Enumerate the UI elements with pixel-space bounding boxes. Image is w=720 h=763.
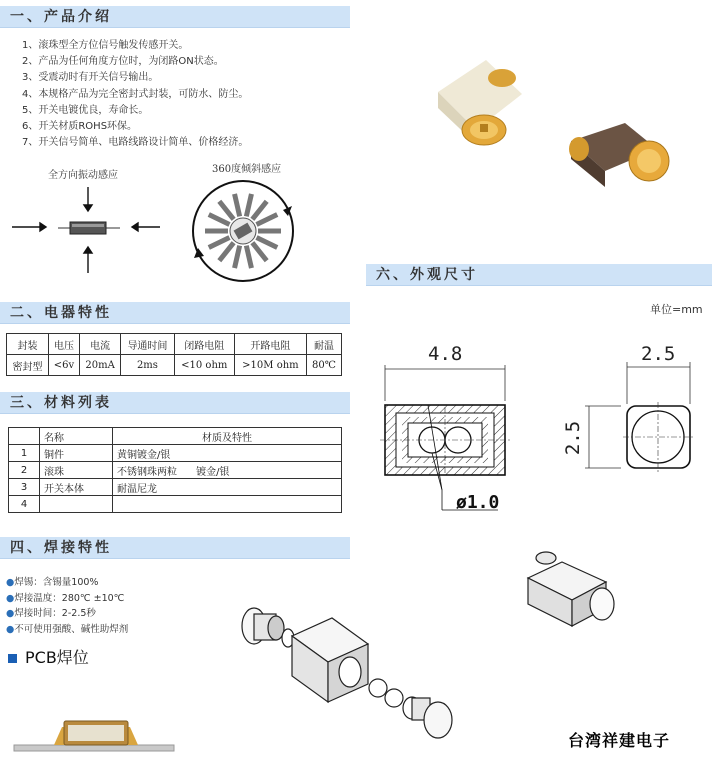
length-dimension-label: 4.8 (428, 343, 463, 365)
section-material-title: 三、材料列表 (0, 392, 350, 414)
tilt-spoke (246, 194, 251, 216)
intro-list (22, 38, 248, 151)
width-dimension-label: 2.5 (641, 343, 676, 365)
electrical-table (6, 333, 342, 376)
tilt-360-diagram (188, 176, 298, 286)
table-row (9, 445, 342, 462)
table-cell: 3 (9, 479, 40, 496)
table-cell: <6v (48, 355, 79, 376)
tilt-spoke (257, 215, 278, 225)
table-cell (40, 496, 113, 513)
table-header-cell: 导通时间 (121, 334, 174, 355)
table-cell: 开关本体 (40, 479, 113, 496)
section-electrical-title: 二、电器特性 (0, 302, 350, 324)
table-cell: 不锈钢珠两粒 镀金/银 (113, 462, 342, 479)
intro-item: 1、滚珠型全方位信号触发传感开关。 (22, 40, 189, 51)
soldering-item: ●焊接时间：2-2.5秒 (6, 608, 96, 620)
table-header-cell: 闭路电阻 (174, 334, 234, 355)
exploded-assembly-drawing (236, 548, 626, 743)
material-table (8, 427, 342, 513)
table-cell: 2ms (121, 355, 174, 376)
tilt-spoke (252, 201, 266, 219)
tilt-spoke (252, 243, 266, 261)
table-row (9, 462, 342, 479)
table-header-cell: 材质及特性 (113, 428, 342, 445)
table-cell: 4 (9, 496, 40, 513)
table-cell (113, 496, 342, 513)
table-cell: 80℃ (306, 355, 341, 376)
dimension-unit: 单位=mm (650, 303, 703, 316)
table-row (9, 479, 342, 496)
soldering-list (6, 575, 128, 637)
soldering-item: ●焊接温度：280℃ ±10℃ (6, 592, 125, 604)
omni-vibration-diagram (10, 185, 170, 280)
table-header-cell: 名称 (40, 428, 113, 445)
table-cell: 耐温尼龙 (113, 479, 342, 496)
table-cell: 铜件 (40, 445, 113, 462)
brown-switch-photo (565, 115, 680, 195)
table-cell: 1 (9, 445, 40, 462)
section-soldering-title: 四、焊接特性 (0, 537, 350, 559)
intro-item: 3、受震动时有开关信号输出。 (22, 72, 159, 84)
table-header-row (9, 428, 342, 445)
intro-item: 7、开关信号简单、电路线路设计简单、价格经济。 (22, 137, 249, 149)
end-view-drawing (565, 362, 695, 472)
ball-diameter-label: ø1.0 (456, 492, 500, 513)
tilt-spoke (246, 246, 251, 268)
brand-name: 台湾祥建电子 (568, 731, 671, 750)
table-row (9, 496, 342, 513)
intro-item: 4、本规格产品为完全密封式封装，可防水、防尘。 (22, 88, 249, 100)
table-cell: 密封型 (7, 355, 49, 376)
table-cell: 滚珠 (40, 462, 113, 479)
tilt-sensing-label: 360度倾斜感应 (212, 164, 282, 175)
table-header-cell: 电流 (79, 334, 120, 355)
tilt-spoke (219, 201, 233, 219)
omni-vibration-label: 全方向振动感应 (48, 170, 118, 181)
soldering-item: ●不可使用强酸、碱性助焊剂 (6, 623, 129, 635)
pcb-solder-drawing (14, 715, 174, 755)
soldering-item: ●焊锡：含锡量100% (6, 577, 99, 588)
table-cell: 黄铜镀金/银 (113, 445, 342, 462)
table-cell: <10 ohm (174, 355, 234, 376)
table-header-cell (9, 428, 40, 445)
section-dimension-title: 六、外观尺寸 (366, 264, 712, 286)
tilt-spoke (209, 215, 230, 225)
tilt-spoke (219, 243, 233, 261)
table-cell: >10M ohm (234, 355, 306, 376)
table-header-cell: 封装 (7, 334, 49, 355)
intro-item: 5、开关电镀优良，寿命长。 (22, 104, 149, 116)
table-header-cell: 电压 (48, 334, 79, 355)
tilt-spoke (257, 238, 278, 248)
table-cell: 20mA (79, 355, 120, 376)
table-row (7, 355, 342, 376)
height-dimension-label: 2.5 (562, 420, 585, 456)
intro-item: 6、开关材质ROHS环保。 (22, 121, 138, 133)
table-header-row (7, 334, 342, 355)
pcb-title: PCB焊位 (8, 645, 89, 668)
tilt-spoke (209, 238, 230, 248)
table-cell: 2 (9, 462, 40, 479)
tilt-spoke (235, 246, 240, 268)
table-header-cell: 耐温 (306, 334, 341, 355)
section-intro-title: 一、产品介绍 (0, 6, 350, 28)
white-switch-photo (430, 52, 550, 162)
tilt-spoke (235, 194, 240, 216)
intro-item: 2、产品为任何角度方位时，为闭路ON状态。 (22, 56, 224, 68)
table-header-cell: 开路电阻 (234, 334, 306, 355)
